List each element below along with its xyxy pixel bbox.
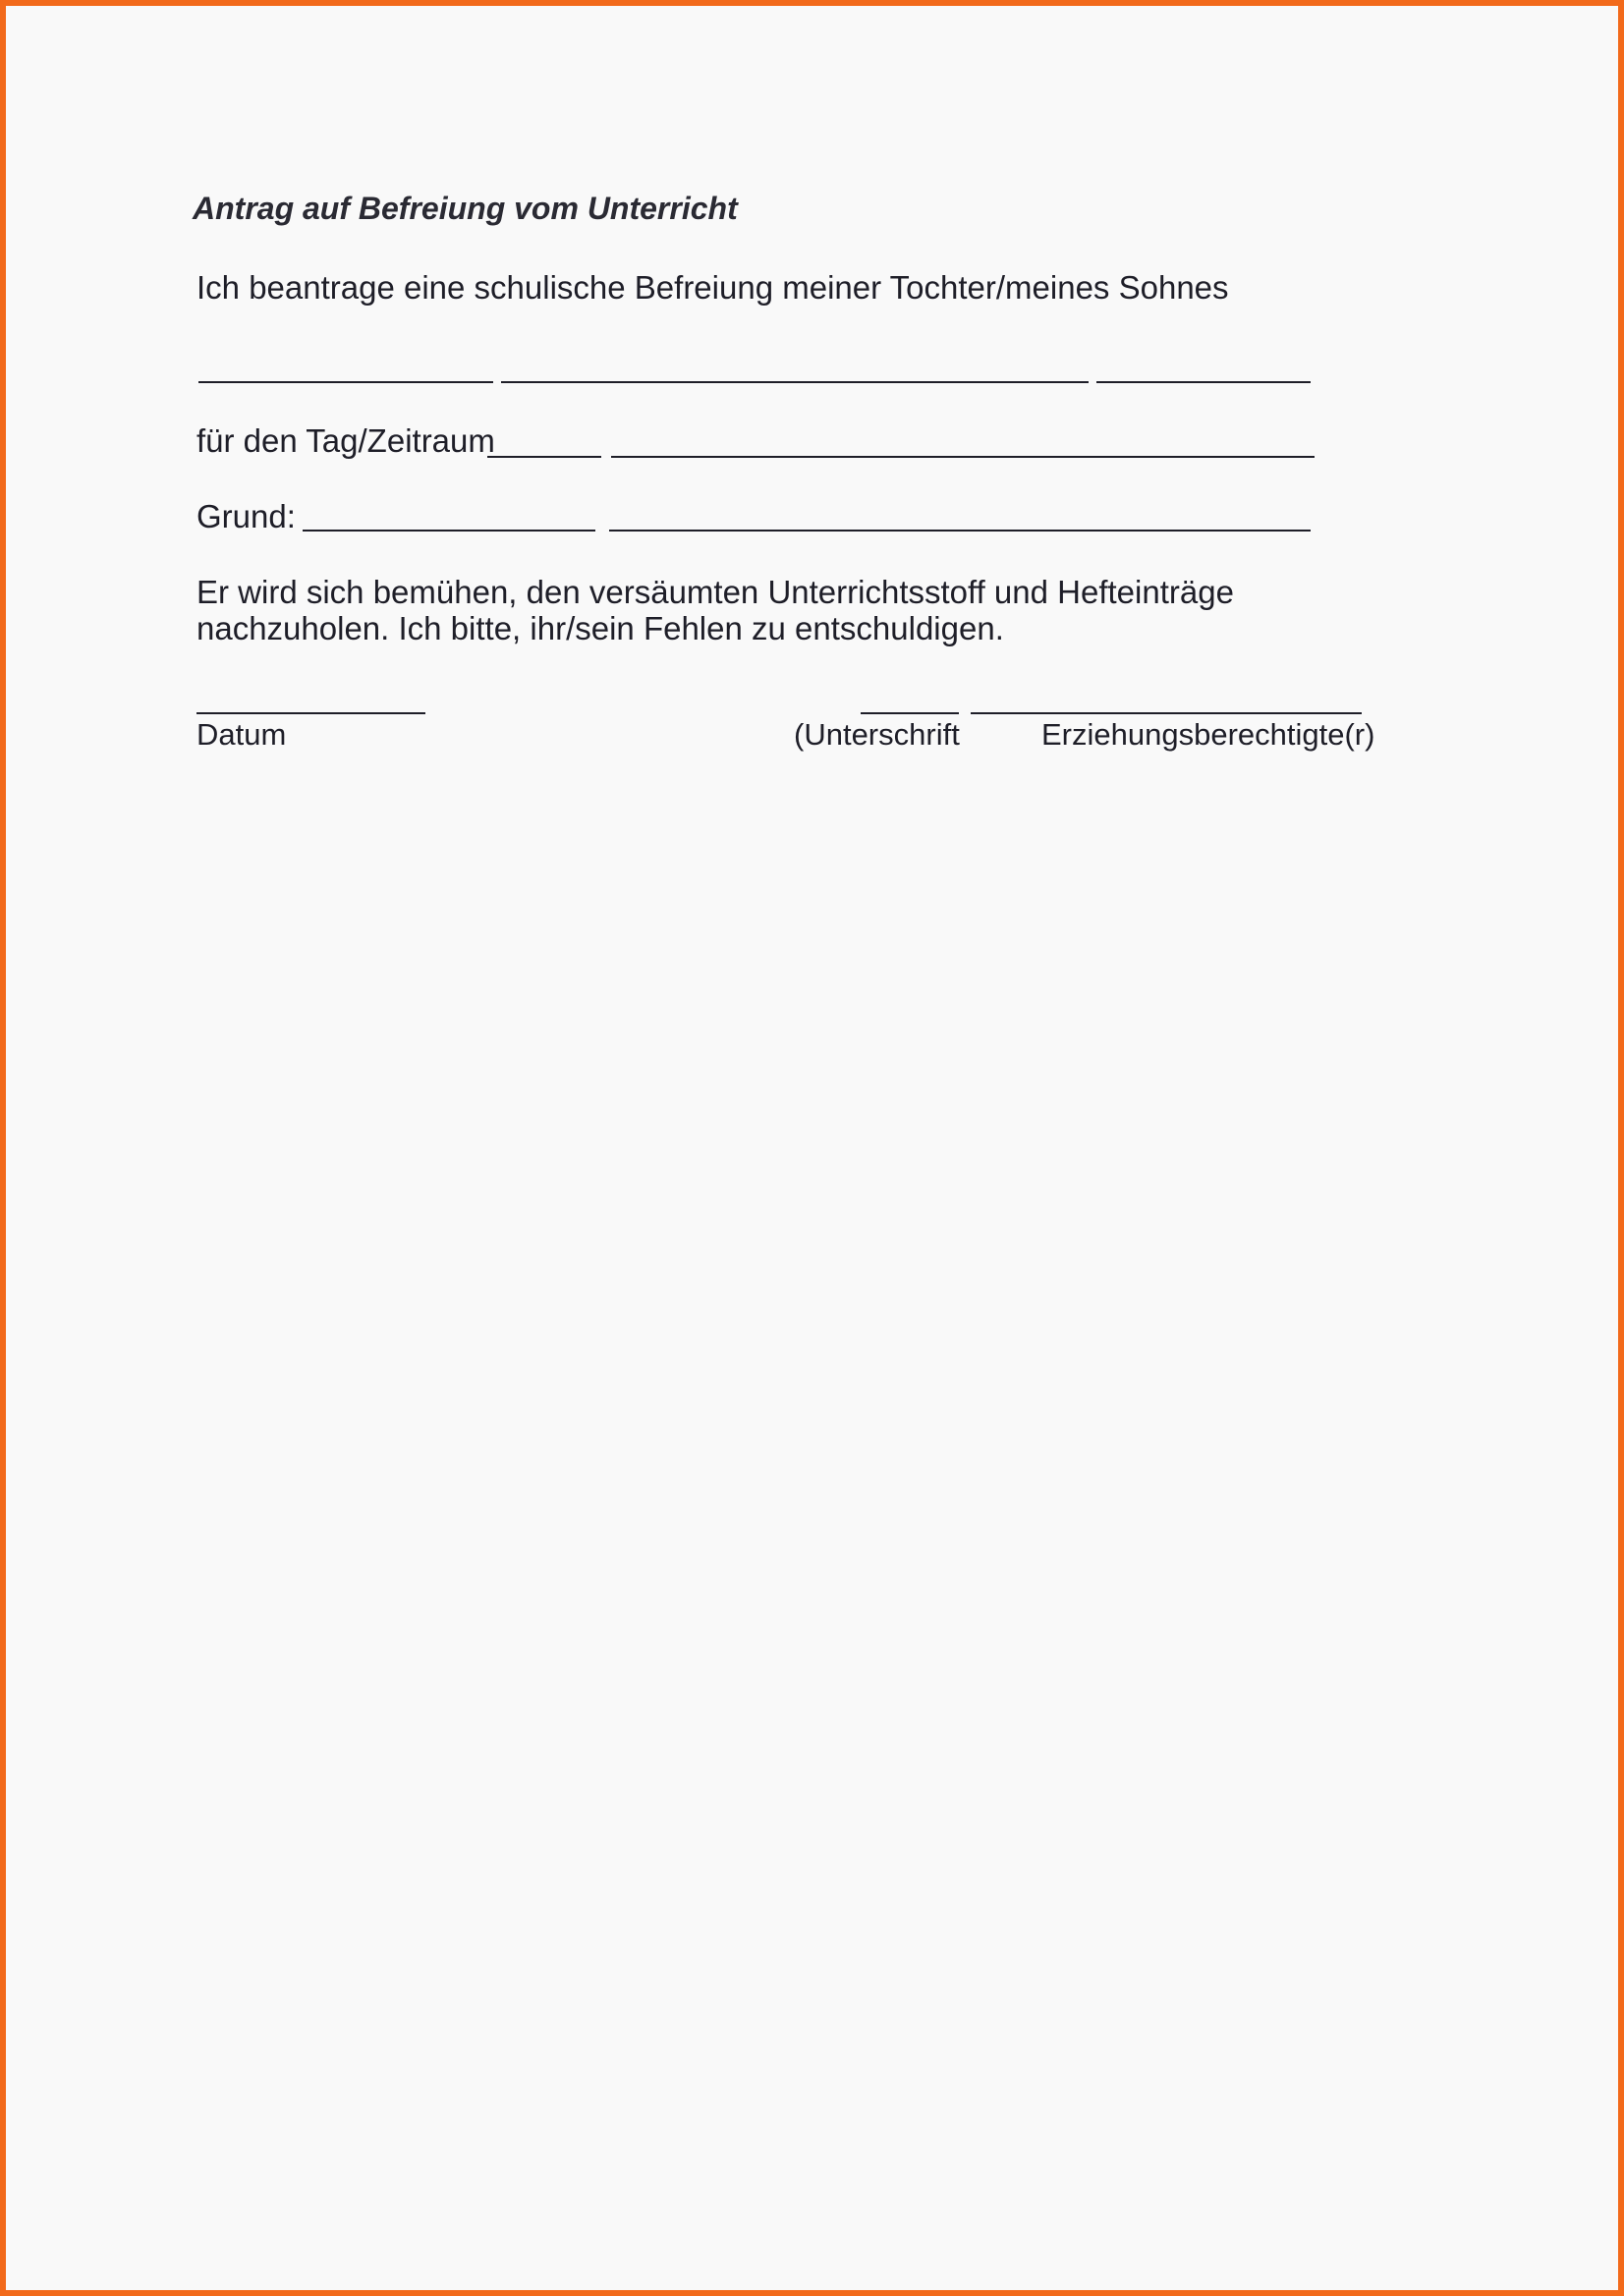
student-lastname-line[interactable] xyxy=(501,381,1089,383)
signature-label-part1: (Unterschrift xyxy=(794,717,960,752)
intro-text: Ich beantrage eine schulische Befreiung meiner Tochter/meines Sohnes xyxy=(196,269,1229,306)
reason-label: Grund: xyxy=(196,498,296,534)
student-class-line[interactable] xyxy=(1096,381,1311,383)
reason-line-1[interactable] xyxy=(303,530,595,532)
student-firstname-line[interactable] xyxy=(198,381,493,383)
date-line[interactable] xyxy=(196,712,425,714)
reason-line-2[interactable] xyxy=(609,530,1311,532)
statement-line-2: nachzuholen. Ich bitte, ihr/sein Fehlen zu entschuldigen. xyxy=(196,610,1004,646)
statement-line-1: Er wird sich bemühen, den versäumten Unterrichtsstoff und Hefteinträge xyxy=(196,574,1234,610)
period-day-line[interactable] xyxy=(487,456,601,458)
signature-line-2[interactable] xyxy=(971,712,1362,714)
signature-label-part2: Erziehungsberechtigte(r) xyxy=(1041,717,1375,752)
signature-line-1[interactable] xyxy=(861,712,959,714)
date-label: Datum xyxy=(196,717,287,752)
form-title: Antrag auf Befreiung vom Unterricht xyxy=(193,191,738,226)
period-range-line[interactable] xyxy=(611,456,1315,458)
period-label: für den Tag/Zeitraum xyxy=(196,422,495,459)
